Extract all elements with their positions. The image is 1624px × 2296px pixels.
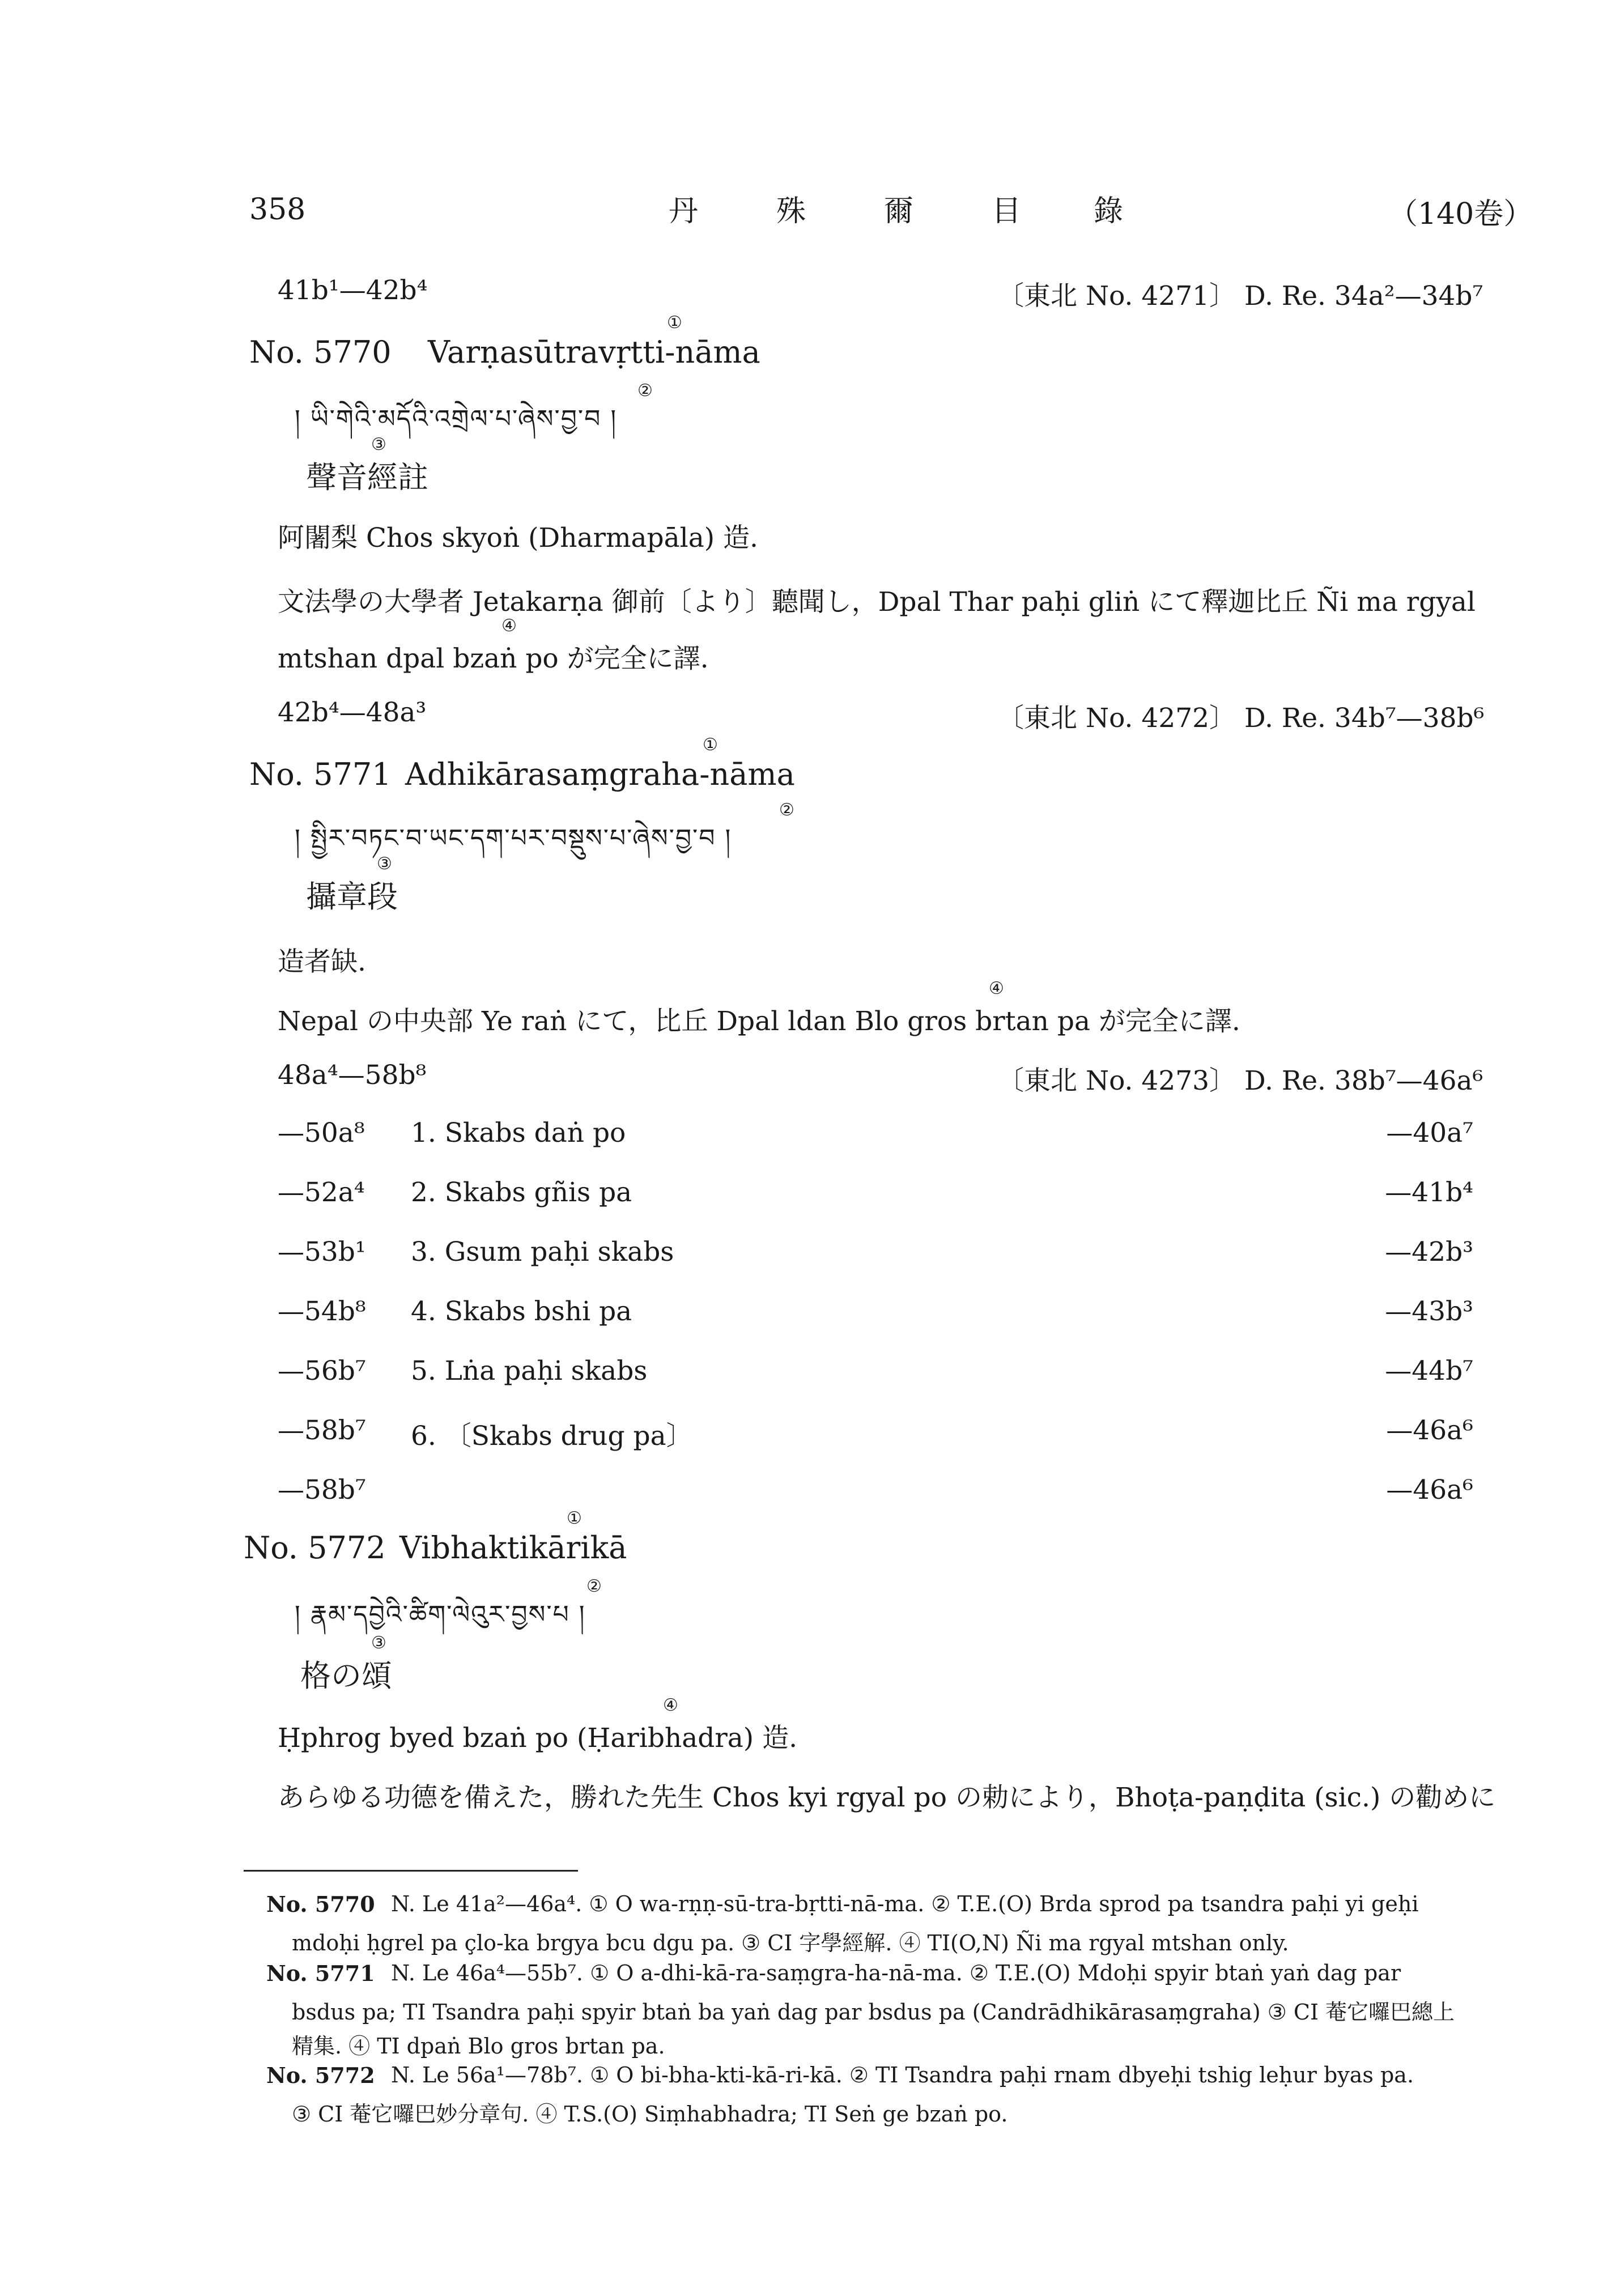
note-marker: ③ xyxy=(371,1633,386,1653)
chapter-title: 5. Lṅa paḥi skabs xyxy=(411,1355,648,1387)
note-marker: ④ xyxy=(989,979,1004,998)
note-marker: ③ xyxy=(377,854,392,874)
footnote-number: No. 5770 xyxy=(266,1891,375,1917)
footnote-line: ③ CI 菴它囉巴妙分章句. ④ T.S.(O) Siṃhabhadra; TI Seṅ ge bzaṅ po. xyxy=(292,2102,1008,2127)
volume-label: （140卷） xyxy=(1388,197,1533,231)
note-marker: ② xyxy=(779,800,794,820)
entry-number: No. 5771 xyxy=(249,756,392,792)
chapter-derge-folio: —43b³ xyxy=(1385,1296,1473,1327)
chinese-title: 格の頌 xyxy=(300,1658,392,1694)
folio-range: 48a⁴—58b⁸ xyxy=(278,1060,427,1091)
chapter-derge-folio: —46a⁶ xyxy=(1386,1415,1473,1446)
chinese-title: 攝章段 xyxy=(306,879,398,915)
footnote-number: No. 5772 xyxy=(266,2063,375,2088)
note-marker: ① xyxy=(567,1508,582,1528)
note-marker: ① xyxy=(703,735,718,755)
chapter-derge-folio: —40a⁷ xyxy=(1386,1117,1473,1149)
note-marker: ③ xyxy=(371,435,386,454)
chapter-start-folio: —58b⁷ xyxy=(278,1474,366,1506)
footnote-line: N. Le 41a²—46a⁴. ① O wa-rṇṇ-sū-tra-bṛtti-nā-ma. ② T.E.(O) Brda sprod pa tsandra paḥi yi geḥi xyxy=(391,1891,1419,1916)
chapter-title: 1. Skabs daṅ po xyxy=(411,1117,626,1149)
colophon-line: 文法學の大學者 Jetakarṇa 御前〔より〕聽聞し，Dpal Thar paḥi gliṅ にて釋迦比丘 Ñi ma rgyal xyxy=(278,586,1476,618)
chapter-derge-folio: —44b⁷ xyxy=(1385,1355,1473,1387)
derge-reference: 〔東北 No. 4271〕 D. Re. 34a²—34b⁷ xyxy=(997,280,1483,312)
entry-title: Varṇasūtravṛtti-nāma xyxy=(428,334,760,370)
page-number: 358 xyxy=(249,193,306,227)
chapter-derge-folio: —41b⁴ xyxy=(1385,1177,1473,1208)
running-title-char: 爾 xyxy=(884,194,914,228)
footnote-line: N. Le 56a¹—78b⁷. ① O bi-bha-kti-kā-ri-kā. ② TI Tsandra paḥi rnam dbyeḥi tshig leḥur byas pa. xyxy=(391,2063,1414,2087)
footnote-line: mdoḥi ḥgrel pa çlo-ka brgya bcu dgu pa. ③ CI 字學經解. ④ TI(O,N) Ñi ma rgyal mtshan only. xyxy=(292,1931,1289,1955)
note-marker: ④ xyxy=(501,616,517,636)
chapter-derge-folio: —42b³ xyxy=(1385,1236,1473,1268)
chapter-start-folio: —50a⁸ xyxy=(278,1117,365,1149)
entry-title: Adhikārasaṃgraha-nāma xyxy=(405,756,795,792)
author-line: 造者缺. xyxy=(278,946,366,977)
footnote-line: N. Le 46a⁴—55b⁷. ① O a-dhi-kā-ra-saṃgra-ha-nā-ma. ② T.E.(O) Mdoḥi spyir btaṅ yaṅ dag par xyxy=(391,1961,1401,1985)
note-marker: ④ xyxy=(663,1695,678,1715)
running-title-char: 錄 xyxy=(1094,194,1124,228)
chapter-start-folio: —56b⁷ xyxy=(278,1355,366,1387)
entry-number: No. 5772 xyxy=(244,1530,386,1566)
footnote-number: No. 5771 xyxy=(266,1961,375,1986)
chapter-start-folio: —58b⁷ xyxy=(278,1415,366,1446)
running-title-char: 殊 xyxy=(776,194,806,228)
folio-range: 41b¹—42b⁴ xyxy=(278,275,428,306)
derge-reference: 〔東北 No. 4273〕 D. Re. 38b⁷—46a⁶ xyxy=(997,1065,1483,1096)
entry-title: Vibhaktikārikā xyxy=(399,1530,627,1566)
chinese-title: 聲音經註 xyxy=(306,460,428,495)
note-marker: ① xyxy=(667,313,682,333)
colophon-line: あらゆる功德を備えた，勝れた先生 Chos kyi rgyal po の勅により，Bhoṭa-paṇḍita (sic.) の勸めに xyxy=(278,1782,1496,1813)
chapter-title: 6. 〔Skabs drug pa〕 xyxy=(411,1421,693,1452)
derge-reference: 〔東北 No. 4272〕 D. Re. 34b⁷—38b⁶ xyxy=(997,703,1485,734)
chapter-title: 4. Skabs bshi pa xyxy=(411,1296,632,1327)
chapter-title: 2. Skabs gñis pa xyxy=(411,1177,632,1208)
note-marker: ② xyxy=(586,1576,602,1596)
colophon-line: mtshan dpal bzaṅ po が完全に譯. xyxy=(278,643,709,674)
note-marker: ② xyxy=(637,381,653,401)
author-line: Ḥphrog byed bzaṅ po (Ḥaribhadra) 造. xyxy=(278,1723,798,1754)
chapter-title: 3. Gsum paḥi skabs xyxy=(411,1236,674,1268)
chapter-start-folio: —52a⁴ xyxy=(278,1177,365,1208)
chapter-start-folio: —53b¹ xyxy=(278,1236,366,1268)
colophon-line: Nepal の中央部 Ye raṅ にて，比丘 Dpal ldan Blo gros brtan pa が完全に譯. xyxy=(278,1006,1240,1037)
footnote-line: 精集. ④ TI dpaṅ Blo gros brtan pa. xyxy=(292,2034,665,2059)
chapter-derge-folio: —46a⁶ xyxy=(1386,1474,1473,1506)
entry-number: No. 5770 xyxy=(249,334,392,370)
tibetan-title: ། རྣམ་དབྱེའི་ཚིག་ལེའུར་བྱས་པ ། xyxy=(295,1600,586,1629)
folio-range: 42b⁴—48a³ xyxy=(278,697,427,728)
tibetan-title: ། སྤྱིར་བཏང་བ་ཡང་དག་པར་བསྡུས་པ་ཞེས་བྱ་བ ། xyxy=(295,824,732,853)
running-title-char: 丹 xyxy=(669,194,699,228)
chapter-start-folio: —54b⁸ xyxy=(278,1296,366,1327)
tibetan-title: ། ཡི་གེའི་མདོའི་འགྲེལ་པ་ཞེས་བྱ་བ ། xyxy=(295,405,618,433)
footnote-line: bsdus pa; TI Tsandra paḥi spyir btaṅ ba yaṅ dag par bsdus pa (Candrādhikārasaṃgraha) ③ CI 菴它囉巴總上 xyxy=(292,2000,1455,2025)
running-title-char: 目 xyxy=(992,194,1022,228)
footnote-divider xyxy=(244,1870,578,1872)
author-line: 阿闍梨 Chos skyoṅ (Dharmapāla) 造. xyxy=(278,522,758,554)
